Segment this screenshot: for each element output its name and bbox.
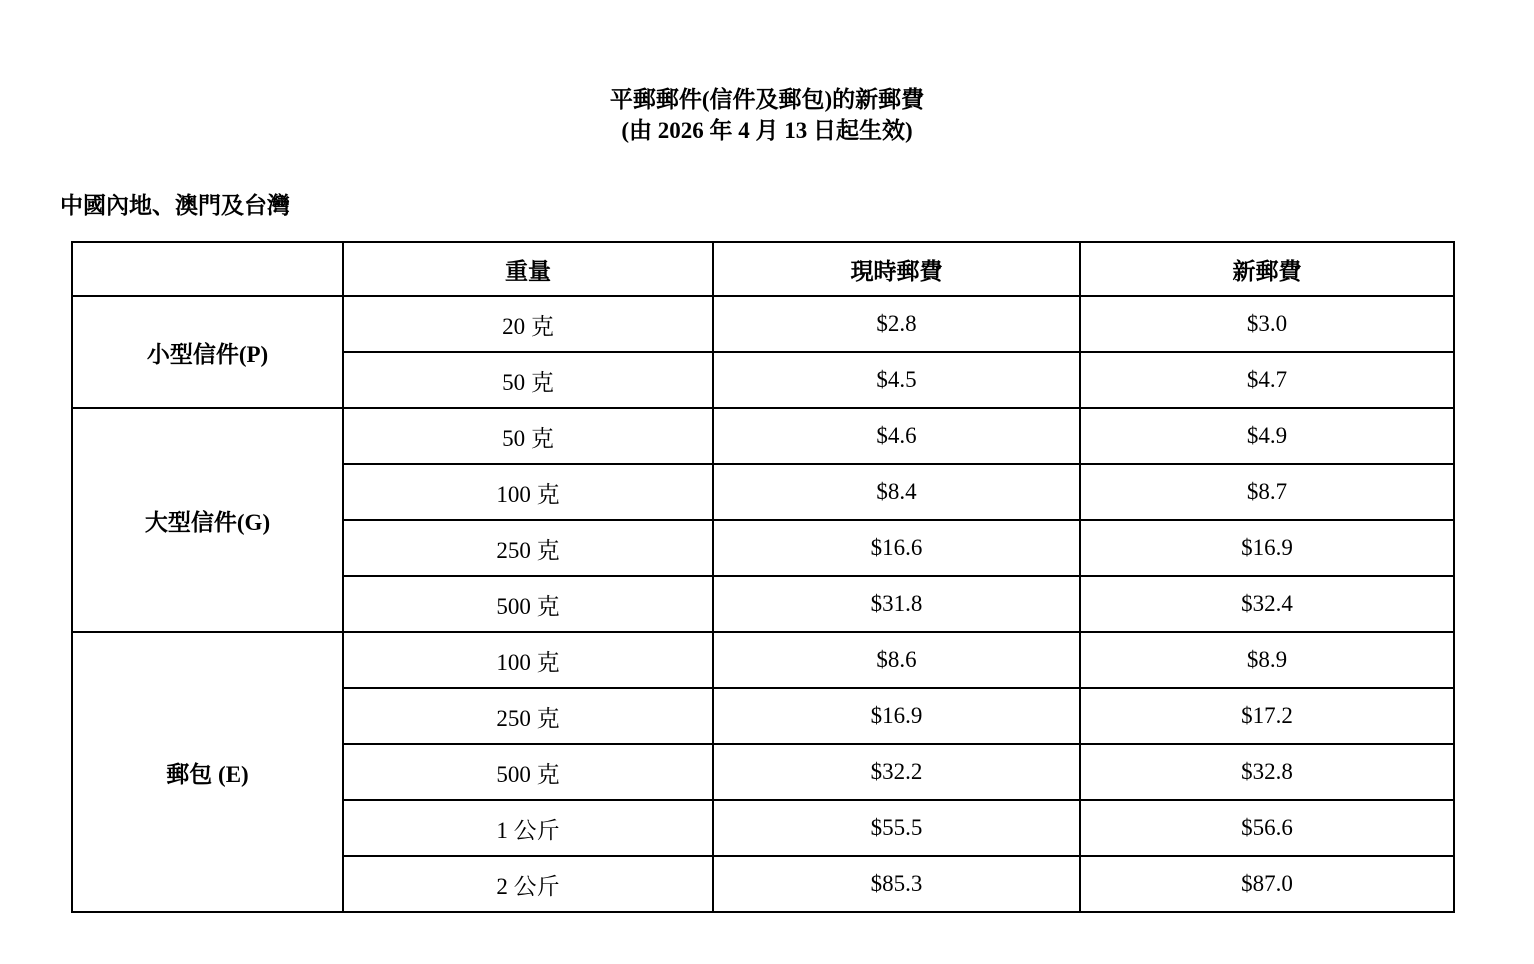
weight-cell: 1 公斤 bbox=[343, 800, 713, 856]
section-heading: 中國內地、澳門及台灣 bbox=[60, 193, 290, 218]
header-new-fee-cell: 新郵費 bbox=[1080, 242, 1454, 296]
current-fee-cell: $32.2 bbox=[713, 744, 1080, 800]
weight-cell: 250 克 bbox=[343, 688, 713, 744]
postage-rates-table bbox=[71, 241, 1455, 913]
weight-cell: 20 克 bbox=[343, 296, 713, 352]
weight-cell: 250 克 bbox=[343, 520, 713, 576]
current-fee-cell: $55.5 bbox=[713, 800, 1080, 856]
new-fee-cell: $4.9 bbox=[1080, 408, 1454, 464]
current-fee-cell: $2.8 bbox=[713, 296, 1080, 352]
current-fee-cell: $16.9 bbox=[713, 688, 1080, 744]
weight-cell: 500 克 bbox=[343, 576, 713, 632]
category-cell-large-letter: 大型信件(G) bbox=[72, 408, 343, 632]
document-title-line1: 平郵郵件(信件及郵包)的新郵費 bbox=[609, 87, 925, 112]
new-fee-cell: $8.9 bbox=[1080, 632, 1454, 688]
table-row bbox=[72, 296, 1454, 352]
weight-cell: 500 克 bbox=[343, 744, 713, 800]
new-fee-cell: $3.0 bbox=[1080, 296, 1454, 352]
document-title-line2: (由 2026 年 4 月 13 日起生效) bbox=[621, 118, 913, 143]
table-header-row bbox=[72, 242, 1454, 296]
new-fee-cell: $87.0 bbox=[1080, 856, 1454, 912]
current-fee-cell: $85.3 bbox=[713, 856, 1080, 912]
table-row bbox=[72, 632, 1454, 688]
header-weight-cell: 重量 bbox=[343, 242, 713, 296]
current-fee-cell: $4.6 bbox=[713, 408, 1080, 464]
new-fee-cell: $16.9 bbox=[1080, 520, 1454, 576]
new-fee-cell: $32.8 bbox=[1080, 744, 1454, 800]
weight-cell: 50 克 bbox=[343, 408, 713, 464]
category-cell-parcel: 郵包 (E) bbox=[72, 632, 343, 912]
current-fee-cell: $8.4 bbox=[713, 464, 1080, 520]
new-fee-cell: $4.7 bbox=[1080, 352, 1454, 408]
current-fee-cell: $16.6 bbox=[713, 520, 1080, 576]
header-category-cell bbox=[72, 242, 343, 296]
current-fee-cell: $4.5 bbox=[713, 352, 1080, 408]
document-title bbox=[0, 84, 1534, 146]
current-fee-cell: $8.6 bbox=[713, 632, 1080, 688]
new-fee-cell: $32.4 bbox=[1080, 576, 1454, 632]
new-fee-cell: $17.2 bbox=[1080, 688, 1454, 744]
new-fee-cell: $8.7 bbox=[1080, 464, 1454, 520]
weight-cell: 100 克 bbox=[343, 464, 713, 520]
table-row bbox=[72, 408, 1454, 464]
header-current-fee-cell: 現時郵費 bbox=[713, 242, 1080, 296]
new-fee-cell: $56.6 bbox=[1080, 800, 1454, 856]
category-cell-small-letter: 小型信件(P) bbox=[72, 296, 343, 408]
weight-cell: 100 克 bbox=[343, 632, 713, 688]
current-fee-cell: $31.8 bbox=[713, 576, 1080, 632]
weight-cell: 50 克 bbox=[343, 352, 713, 408]
weight-cell: 2 公斤 bbox=[343, 856, 713, 912]
